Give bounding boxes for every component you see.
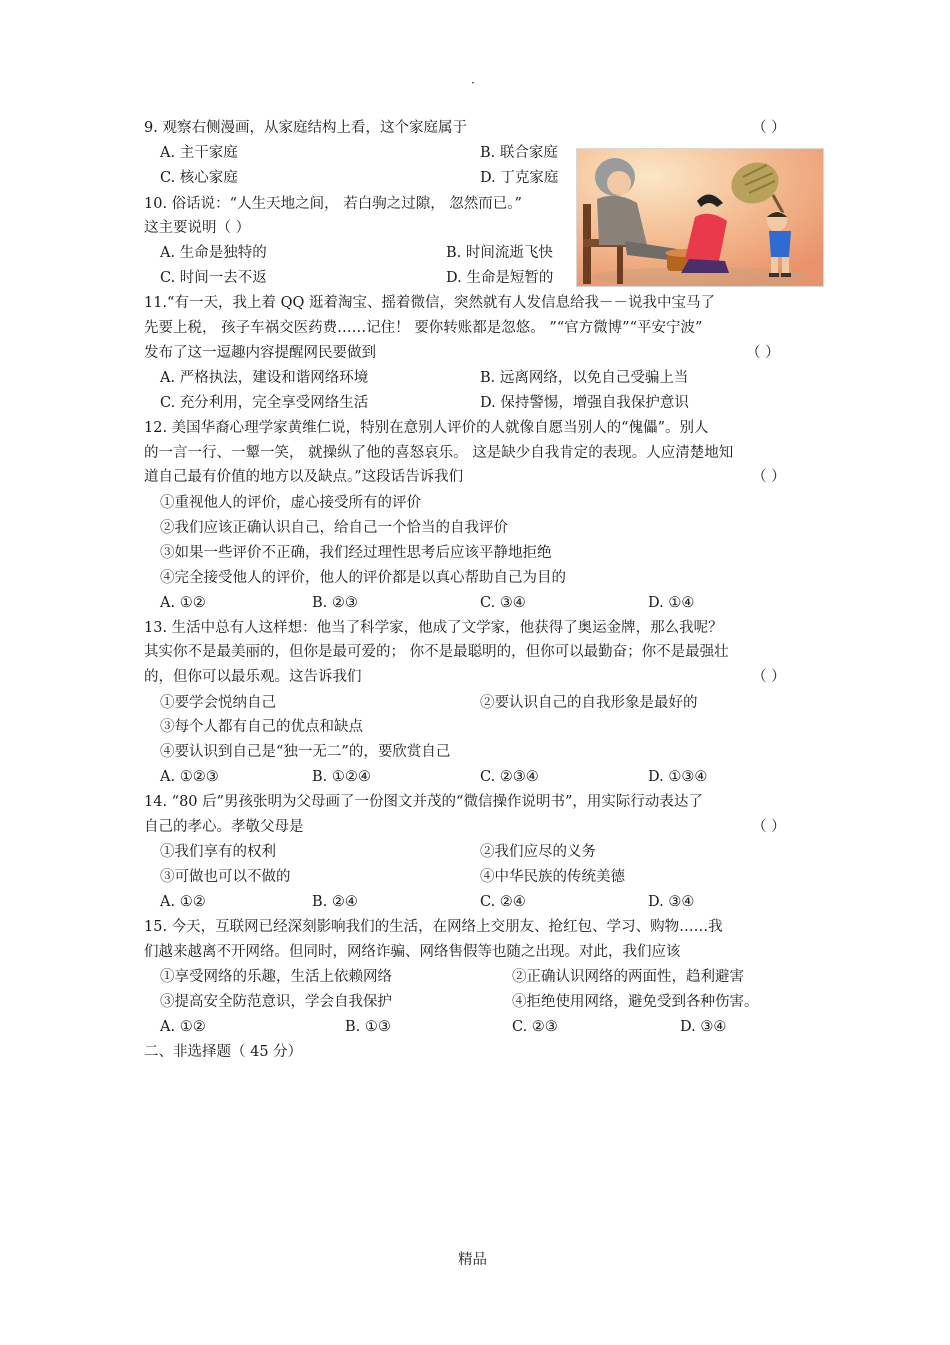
q10-stem-line1: 10. 俗话说：“人生天地之间， 若白驹之过隙， 忽然而已。” — [144, 196, 522, 212]
q14-option-d: D. ③④ — [648, 894, 695, 910]
q12-item-1: ①重视他人的评价，虚心接受所有的评价 — [160, 495, 421, 511]
q11-option-c: C. 充分利用，完全享受网络生活 — [160, 395, 369, 411]
q13-answer-bracket: （ ） — [752, 669, 786, 685]
q13-item-2: ②要认识自己的自我形象是最好的 — [480, 695, 698, 711]
q15-option-b: B. ①③ — [345, 1019, 391, 1035]
q12-option-a: A. ①② — [160, 595, 206, 611]
q13-item-3: ③每个人都有自己的优点和缺点 — [160, 719, 363, 735]
q12-option-d: D. ①④ — [648, 595, 695, 611]
q9-option-b: B. 联合家庭 — [480, 145, 558, 161]
q14-item-3: ③可做也可以不做的 — [160, 869, 291, 885]
q12-answer-bracket: （ ） — [752, 469, 786, 485]
q11-stem-line2: 先要上税， 孩子车祸交医药费……记住！ 要你转账都是忽悠。 ”“官方微博”“平安宁波” — [144, 320, 703, 336]
q14-item-4: ④中华民族的传统美德 — [480, 869, 625, 885]
q14-answer-bracket: （ ） — [752, 819, 786, 835]
q15-option-d: D. ③④ — [680, 1019, 727, 1035]
q11-option-d: D. 保持警惕，增强自我保护意识 — [480, 395, 689, 411]
q14-item-2: ②我们应尽的义务 — [480, 844, 596, 860]
q10-option-b: B. 时间流逝飞快 — [446, 245, 553, 261]
q12-item-3: ③如果一些评价不正确，我们经过理性思考后应该平静地拒绝 — [160, 545, 552, 561]
q9-stem: 9. 观察右侧漫画，从家庭结构上看，这个家庭属于 — [144, 120, 467, 136]
q11-stem-line3: 发布了这一逗趣内容提醒网民要做到 — [144, 345, 376, 361]
q14-item-1: ①我们享有的权利 — [160, 844, 276, 860]
q11-stem-line1: 11.“有一天，我上着 QQ 逛着淘宝、摇着微信，突然就有人发信息给我－－说我中宝马了 — [144, 295, 715, 311]
q10-option-d: D. 生命是短暂的 — [446, 270, 554, 286]
q15-item-2: ②正确认识网络的两面性，趋利避害 — [512, 969, 744, 985]
q13-item-4: ④要认识到自己是“独一无二”的，要欣赏自己 — [160, 744, 451, 760]
q12-stem-line3: 道自己最有价值的地方以及缺点。”这段话告诉我们 — [144, 469, 464, 485]
q15-stem-line2: 们越来越离不开网络。但同时，网络诈骗、网络售假等也随之出现。对此，我们应该 — [144, 944, 681, 960]
q13-stem-line1: 13. 生活中总有人这样想：他当了科学家，他成了文学家，他获得了奥运金牌，那么我呢？ — [144, 620, 723, 636]
q15-item-3: ③提高安全防范意识，学会自我保护 — [160, 994, 392, 1010]
q9-option-d: D. 丁克家庭 — [480, 170, 559, 186]
q13-option-b: B. ①②④ — [312, 769, 371, 785]
q12-option-c: C. ③④ — [480, 595, 526, 611]
q13-option-a: A. ①②③ — [160, 769, 219, 785]
q14-stem-line2: 自己的孝心。孝敬父母是 — [144, 819, 304, 835]
q12-item-4: ④完全接受他人的评价，他人的评价都是以真心帮助自己为目的 — [160, 570, 566, 586]
q15-item-1: ①享受网络的乐趣，生活上依赖网络 — [160, 969, 392, 985]
q15-item-4: ④拒绝使用网络，避免受到各种伤害。 — [512, 994, 759, 1010]
q13-option-d: D. ①③④ — [648, 769, 708, 785]
family-cartoon-image — [576, 148, 824, 287]
q12-stem-line1: 12. 美国华裔心理学家黄维仁说，特别在意别人评价的人就像自愿当别人的“傀儡”。别人 — [144, 420, 709, 436]
q13-item-1: ①要学会悦纳自己 — [160, 695, 276, 711]
q14-option-b: B. ②④ — [312, 894, 358, 910]
q11-option-b: B. 远离网络，以免自己受骗上当 — [480, 370, 689, 386]
q12-option-b: B. ②③ — [312, 595, 358, 611]
q11-answer-bracket: （ ） — [746, 345, 780, 361]
q13-stem-line2: 其实你不是最美丽的，但你是最可爱的； 你不是最聪明的，但你可以最勤奋；你不是最强壮 — [144, 644, 729, 660]
q9-option-a: A. 主干家庭 — [160, 145, 238, 161]
header-dot: · — [471, 76, 475, 90]
section-2-heading: 二、非选择题（ 45 分） — [144, 1044, 303, 1060]
q9-answer-bracket: （ ） — [752, 120, 786, 136]
q10-option-c: C. 时间一去不返 — [160, 270, 267, 286]
q14-option-a: A. ①② — [160, 894, 206, 910]
q14-option-c: C. ②④ — [480, 894, 526, 910]
q15-option-a: A. ①② — [160, 1019, 206, 1035]
q15-stem-line1: 15. 今天，互联网已经深刻影响我们的生活，在网络上交朋友、抢红包、学习、购物……我 — [144, 919, 723, 935]
q14-stem-line1: 14. “80 后”男孩张明为父母画了一份图文并茂的“微信操作说明书”，用实际行动表达了 — [144, 794, 703, 810]
q13-option-c: C. ②③④ — [480, 769, 539, 785]
page-footer: 精品 — [458, 1252, 487, 1268]
q12-stem-line2: 的一言一行、一颦一笑， 就操纵了他的喜怒哀乐。 这是缺少自我肯定的表现。人应清楚地知 — [144, 445, 734, 461]
q13-stem-line3: 的，但你可以最乐观。这告诉我们 — [144, 669, 362, 685]
q15-option-c: C. ②③ — [512, 1019, 558, 1035]
q12-item-2: ②我们应该正确认识自己，给自己一个恰当的自我评价 — [160, 520, 508, 536]
q9-option-c: C. 核心家庭 — [160, 170, 238, 186]
q10-option-a: A. 生命是独特的 — [160, 245, 267, 261]
q10-stem-line2: 这主要说明（ ） — [144, 220, 251, 236]
q11-option-a: A. 严格执法，建设和谐网络环境 — [160, 370, 369, 386]
